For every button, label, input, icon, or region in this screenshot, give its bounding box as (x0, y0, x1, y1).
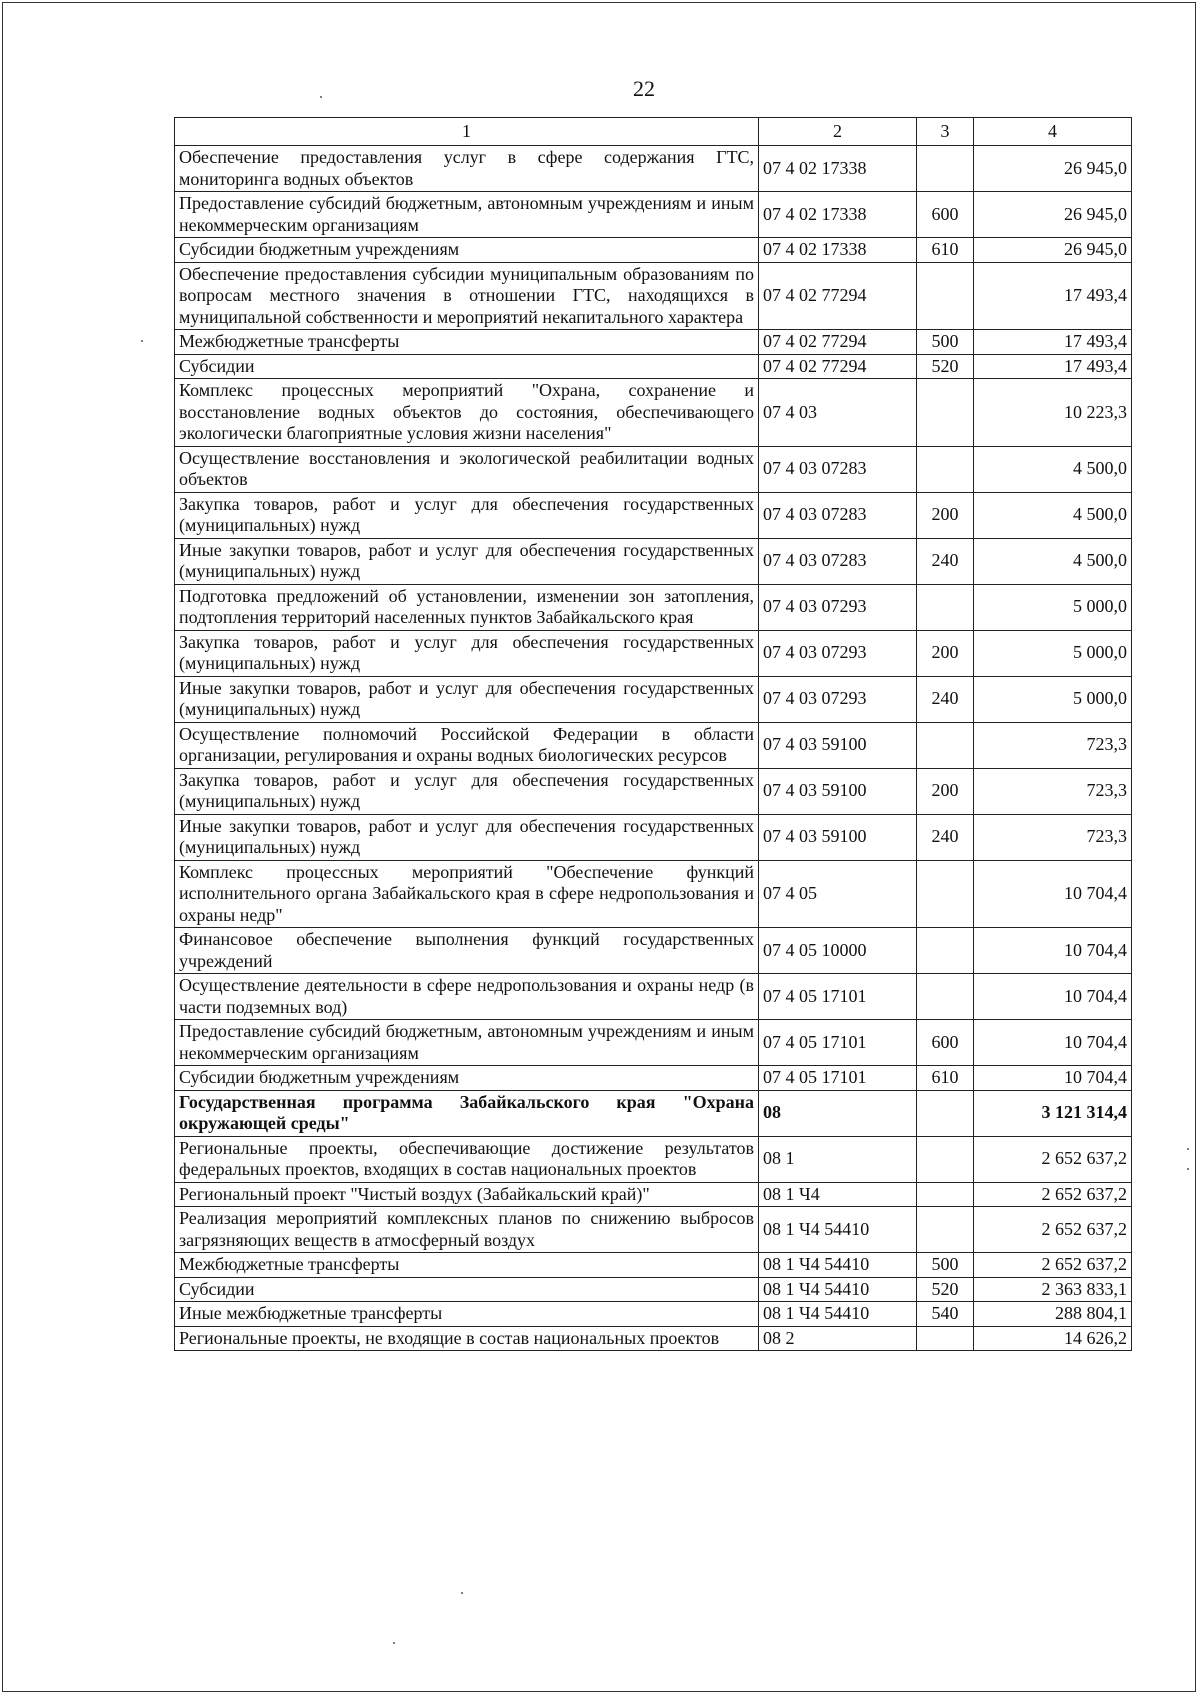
row-code-cell: 08 1 Ч4 54410 (759, 1253, 917, 1278)
row-code-cell: 07 4 03 59100 (759, 814, 917, 860)
row-code-cell: 08 1 Ч4 54410 (759, 1207, 917, 1253)
row-code-cell: 07 4 03 07283 (759, 492, 917, 538)
row-code-cell: 07 4 03 07283 (759, 538, 917, 584)
table-row (175, 928, 1132, 974)
row-amount-cell: 5 000,0 (974, 584, 1132, 630)
row-expense-type-cell (917, 379, 974, 447)
table-body (175, 146, 1132, 1351)
table-row (175, 1136, 1132, 1182)
row-amount-cell: 723,3 (974, 722, 1132, 768)
row-expense-type-cell: 520 (917, 1277, 974, 1302)
table-row (175, 492, 1132, 538)
row-expense-type-cell: 610 (917, 1066, 974, 1091)
table-row (175, 1207, 1132, 1253)
table-row (175, 1277, 1132, 1302)
row-code-cell: 07 4 02 17338 (759, 146, 917, 192)
row-code-cell: 07 4 03 07283 (759, 446, 917, 492)
column-header-code: 2 (759, 118, 917, 146)
row-expense-type-cell (917, 584, 974, 630)
row-amount-cell: 17 493,4 (974, 354, 1132, 379)
row-name-cell: Осуществление восстановления и экологической реабилитации водных объектов (175, 446, 759, 492)
row-name-cell: Региональный проект "Чистый воздух (Забайкальский край)" (175, 1182, 759, 1207)
row-name-cell: Иные закупки товаров, работ и услуг для обеспечения государственных (муниципальных) нужд (175, 538, 759, 584)
row-name-cell: Региональные проекты, не входящие в состав национальных проектов (175, 1326, 759, 1351)
row-expense-type-cell (917, 1182, 974, 1207)
row-name-cell: Региональные проекты, обеспечивающие достижение результатов федеральных проектов, входящих в состав национальных проектов (175, 1136, 759, 1182)
row-expense-type-cell (917, 1136, 974, 1182)
table-row (175, 538, 1132, 584)
table-row (175, 630, 1132, 676)
budget-table (174, 117, 1132, 1351)
row-name-cell: Финансовое обеспечение выполнения функций государственных учреждений (175, 928, 759, 974)
row-amount-cell: 10 704,4 (974, 928, 1132, 974)
row-amount-cell: 3 121 314,4 (974, 1090, 1132, 1136)
row-expense-type-cell (917, 146, 974, 192)
row-code-cell: 07 4 03 59100 (759, 768, 917, 814)
row-amount-cell: 14 626,2 (974, 1326, 1132, 1351)
row-code-cell: 08 1 Ч4 (759, 1182, 917, 1207)
row-code-cell: 08 1 Ч4 54410 (759, 1302, 917, 1327)
row-expense-type-cell (917, 446, 974, 492)
column-header-type: 3 (917, 118, 974, 146)
scan-speck (1187, 1168, 1189, 1170)
row-amount-cell: 26 945,0 (974, 238, 1132, 263)
table-row (175, 722, 1132, 768)
row-expense-type-cell (917, 974, 974, 1020)
row-amount-cell: 5 000,0 (974, 630, 1132, 676)
row-name-cell: Предоставление субсидий бюджетным, автономным учреждениям и иным некоммерческим организациям (175, 1020, 759, 1066)
row-amount-cell: 2 652 637,2 (974, 1207, 1132, 1253)
table-row (175, 262, 1132, 330)
row-expense-type-cell: 500 (917, 1253, 974, 1278)
table-row (175, 1326, 1132, 1351)
row-amount-cell: 26 945,0 (974, 146, 1132, 192)
row-expense-type-cell (917, 860, 974, 928)
row-name-cell: Субсидии бюджетным учреждениям (175, 238, 759, 263)
scan-speck (461, 1592, 463, 1594)
row-expense-type-cell (917, 1326, 974, 1351)
row-name-cell: Подготовка предложений об установлении, изменении зон затопления, подтопления территорий населенных пунктов Забайкальского края (175, 584, 759, 630)
row-code-cell: 08 1 Ч4 54410 (759, 1277, 917, 1302)
row-amount-cell: 10 704,4 (974, 1066, 1132, 1091)
page-number: 22 (633, 76, 655, 101)
row-name-cell: Предоставление субсидий бюджетным, автономным учреждениям и иным некоммерческим организациям (175, 192, 759, 238)
scan-speck (141, 340, 143, 342)
table-row (175, 379, 1132, 447)
row-expense-type-cell: 600 (917, 192, 974, 238)
table-row (175, 1066, 1132, 1091)
table-row (175, 354, 1132, 379)
column-header-amount: 4 (974, 118, 1132, 146)
row-amount-cell: 2 652 637,2 (974, 1182, 1132, 1207)
row-name-cell: Комплекс процессных мероприятий "Обеспечение функций исполнительного органа Забайкальского края в сфере недропользования и охраны недр" (175, 860, 759, 928)
table-row (175, 1253, 1132, 1278)
table-row (175, 330, 1132, 355)
row-amount-cell: 10 223,3 (974, 379, 1132, 447)
row-code-cell: 07 4 03 07293 (759, 584, 917, 630)
row-amount-cell: 4 500,0 (974, 492, 1132, 538)
row-code-cell: 07 4 02 77294 (759, 262, 917, 330)
row-code-cell: 08 (759, 1090, 917, 1136)
row-amount-cell: 2 652 637,2 (974, 1136, 1132, 1182)
row-code-cell: 07 4 05 17101 (759, 1020, 917, 1066)
row-amount-cell: 17 493,4 (974, 330, 1132, 355)
table-row (175, 584, 1132, 630)
row-name-cell: Иные закупки товаров, работ и услуг для обеспечения государственных (муниципальных) нужд (175, 676, 759, 722)
row-amount-cell: 288 804,1 (974, 1302, 1132, 1327)
row-code-cell: 07 4 05 17101 (759, 1066, 917, 1091)
row-code-cell: 07 4 02 17338 (759, 238, 917, 263)
row-expense-type-cell: 520 (917, 354, 974, 379)
row-code-cell: 08 1 (759, 1136, 917, 1182)
row-expense-type-cell (917, 1090, 974, 1136)
row-expense-type-cell: 240 (917, 538, 974, 584)
row-amount-cell: 10 704,4 (974, 860, 1132, 928)
row-code-cell: 07 4 03 (759, 379, 917, 447)
table-row (175, 974, 1132, 1020)
row-amount-cell: 17 493,4 (974, 262, 1132, 330)
row-code-cell: 07 4 02 77294 (759, 354, 917, 379)
row-name-cell: Субсидии (175, 1277, 759, 1302)
row-name-cell: Обеспечение предоставления услуг в сфере содержания ГТС, мониторинга водных объектов (175, 146, 759, 192)
row-amount-cell: 10 704,4 (974, 974, 1132, 1020)
row-expense-type-cell (917, 262, 974, 330)
row-name-cell: Комплекс процессных мероприятий "Охрана, сохранение и восстановление водных объектов до состояния, обеспечивающего экологически благоприятные условия жизни населения" (175, 379, 759, 447)
row-expense-type-cell: 540 (917, 1302, 974, 1327)
row-name-cell: Осуществление полномочий Российской Федерации в области организации, регулирования и охраны водных биологических ресурсов (175, 722, 759, 768)
row-code-cell: 07 4 05 10000 (759, 928, 917, 974)
table-row (175, 1302, 1132, 1327)
table-row (175, 768, 1132, 814)
row-expense-type-cell (917, 928, 974, 974)
row-amount-cell: 5 000,0 (974, 676, 1132, 722)
row-expense-type-cell (917, 722, 974, 768)
table-row (175, 814, 1132, 860)
row-amount-cell: 10 704,4 (974, 1020, 1132, 1066)
row-name-cell: Межбюджетные трансферты (175, 330, 759, 355)
row-name-cell: Осуществление деятельности в сфере недропользования и охраны недр (в части подземных вод) (175, 974, 759, 1020)
row-code-cell: 07 4 05 17101 (759, 974, 917, 1020)
row-code-cell: 07 4 05 (759, 860, 917, 928)
row-name-cell: Государственная программа Забайкальского края "Охрана окружающей среды" (175, 1090, 759, 1136)
row-amount-cell: 723,3 (974, 814, 1132, 860)
row-amount-cell: 4 500,0 (974, 446, 1132, 492)
row-name-cell: Иные межбюджетные трансферты (175, 1302, 759, 1327)
table-row (175, 1020, 1132, 1066)
row-expense-type-cell: 600 (917, 1020, 974, 1066)
row-expense-type-cell: 200 (917, 492, 974, 538)
scan-speck (320, 96, 322, 98)
row-expense-type-cell: 200 (917, 630, 974, 676)
table-row (175, 676, 1132, 722)
row-expense-type-cell: 610 (917, 238, 974, 263)
row-name-cell: Межбюджетные трансферты (175, 1253, 759, 1278)
row-amount-cell: 723,3 (974, 768, 1132, 814)
table-row (175, 1182, 1132, 1207)
table-row (175, 238, 1132, 263)
row-expense-type-cell (917, 1207, 974, 1253)
row-expense-type-cell: 240 (917, 814, 974, 860)
table-header-row (175, 118, 1132, 146)
table-row (175, 192, 1132, 238)
row-code-cell: 07 4 03 59100 (759, 722, 917, 768)
row-amount-cell: 26 945,0 (974, 192, 1132, 238)
table-row (175, 860, 1132, 928)
scan-speck (1187, 1148, 1189, 1150)
column-header-name: 1 (175, 118, 759, 146)
row-name-cell: Иные закупки товаров, работ и услуг для обеспечения государственных (муниципальных) нужд (175, 814, 759, 860)
row-amount-cell: 2 652 637,2 (974, 1253, 1132, 1278)
table-row (175, 1090, 1132, 1136)
row-expense-type-cell: 240 (917, 676, 974, 722)
row-code-cell: 07 4 02 17338 (759, 192, 917, 238)
scan-speck (393, 1642, 395, 1644)
row-amount-cell: 2 363 833,1 (974, 1277, 1132, 1302)
row-expense-type-cell: 500 (917, 330, 974, 355)
row-name-cell: Закупка товаров, работ и услуг для обеспечения государственных (муниципальных) нужд (175, 768, 759, 814)
table-row (175, 446, 1132, 492)
row-code-cell: 07 4 03 07293 (759, 630, 917, 676)
row-name-cell: Реализация мероприятий комплексных планов по снижению выбросов загрязняющих веществ в атмосферный воздух (175, 1207, 759, 1253)
row-name-cell: Обеспечение предоставления субсидии муниципальным образованиям по вопросам местного значения в отношении ГТС, находящихся в муниципальной собственности и мероприятий некапитального характера (175, 262, 759, 330)
row-code-cell: 07 4 03 07293 (759, 676, 917, 722)
row-name-cell: Субсидии (175, 354, 759, 379)
row-name-cell: Закупка товаров, работ и услуг для обеспечения государственных (муниципальных) нужд (175, 630, 759, 676)
row-name-cell: Закупка товаров, работ и услуг для обеспечения государственных (муниципальных) нужд (175, 492, 759, 538)
table-row (175, 146, 1132, 192)
row-code-cell: 07 4 02 77294 (759, 330, 917, 355)
row-name-cell: Субсидии бюджетным учреждениям (175, 1066, 759, 1091)
row-amount-cell: 4 500,0 (974, 538, 1132, 584)
row-code-cell: 08 2 (759, 1326, 917, 1351)
row-expense-type-cell: 200 (917, 768, 974, 814)
